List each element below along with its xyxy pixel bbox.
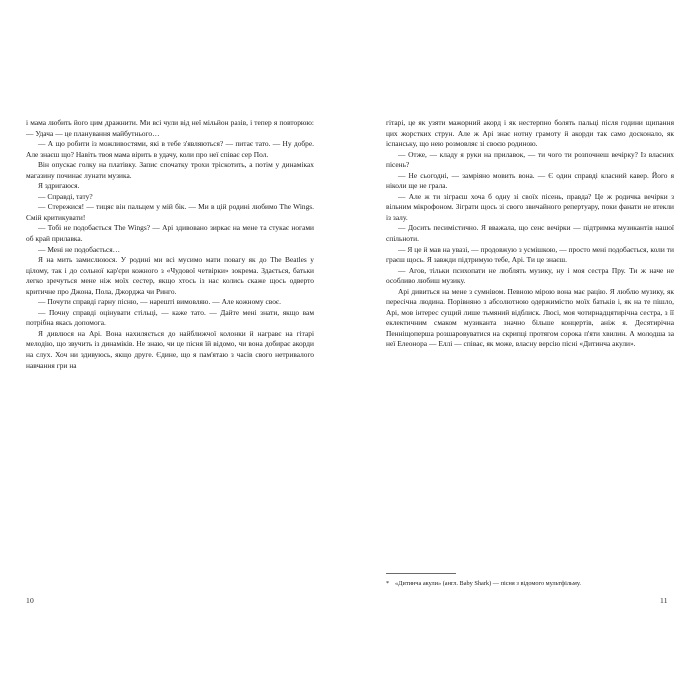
footnote-rule: [386, 573, 456, 574]
page-right: [386, 118, 674, 588]
paragraph: — Почути справді гарну пісню, — нарешті вимовляю. — Але кожному своє.: [38, 297, 281, 307]
paragraph: гітарі, це як узяти мажорний акорд і як нестерпно болять пальці після години щипання цих жорстких струн. Але ж Арі знає нотну грамоту й акорди так само досконало, як іспанську, що нею розмовляє зі своєю родиною.: [386, 118, 674, 149]
paragraph: — Агов, тільки психопати не люблять музику, ну і моя сестра Пру. Ти ж наче не особливо любиш музику.: [386, 265, 674, 286]
paragraph: — Але ж ти зіграєш хоча б одну зі своїх пісень, правда? Це ж родичка вечірки з вільним мікрофоном. Зіграти щось зі свого звичайного репертуару, поки фанати не втекли із залу.: [386, 191, 674, 222]
paragraph: Арі дивиться на мене з сумнівом. Певною мірою вона має рацію. Я люблю музику, як пересічна людина. Порівняно з абсолютною одержимістю моїх батьків і, як на те пішло, Арі, мов інтерес сущий лише тьмяний відблиск. Люсі, моя чотирнадцятирічна сестра, з її еклектичним смаком музиканта значно більше концертів, аніж я. Десятирічна Пенніщоперша розшаровуватися на скрипці протягом сорока п'яти хвилин. А молодша за неї Елеонора — Еллі — співає, як може, власну версію пісні «Дитинча акули».: [386, 286, 674, 349]
footnote-marker: *: [386, 580, 390, 587]
footnote-text: «Дитинча акули» (англ. Baby Shark) — пісня з відомого мультфільму.: [395, 580, 581, 587]
footnote-area: [386, 573, 674, 588]
paragraph: — Почну справді оцінувати стільці, — каже тато. — Дайте мені знати, якщо вам потрібна якась допомога.: [26, 307, 314, 328]
paragraph: — Я це й мав на увазі, — продовжую з усмішкою, — просто мені подобається, коли ти граєш щось. Я завжди підтримую тебе, Арі. Ти це знаєш.: [386, 244, 674, 265]
paragraph: — Мені не подобається…: [38, 244, 121, 254]
page-number-left: 10: [26, 596, 34, 605]
paragraph: Він опускає голку на платівку. Запис спочатку трохи тріскотить, а потім у динаміках магазину починає лунати музика.: [26, 160, 314, 180]
paragraph: — А що робити із можливостями, які в тебе з'являються? — питає тато. — Ну добре. Але знаєш що? Навіть твоя мама вірить в удачу, коли про неї співає сер Пол.: [26, 139, 314, 159]
paragraph: — Отже, — кладу я руки на прилавок, — ти чого ти розпочнеш вечірку? Із власних пісень?: [386, 149, 674, 170]
paragraph: Я здригаюся.: [38, 181, 80, 191]
page-number-right: 11: [660, 596, 668, 605]
paragraph: і мама любить його цим дражнити. Ми всі чули від неї мільйон разів, і тепер я повторюю: — Удача — це планування майбутнього…: [26, 118, 314, 138]
page-right-text-column: [386, 118, 674, 350]
paragraph: Я на мить замислююся. У родині ми всі мусимо мати повагу як до The Beatles у цілому, так і до сольної кар'єри кожного з «Чудової четвірки» зокрема. Здається, батьки легко зречуться мене ніж моїх сестер, якщо хтось із нас колись скаже щось одверто критичне про Джона, Пола, Джорджа чи Ринго.: [26, 255, 314, 296]
footnote: [386, 579, 674, 588]
paragraph: — Тобі не подобається The Wings? — Арі здивовано зиркає на мене та стукає ногами об край прилавка.: [26, 223, 314, 244]
page-left: [26, 118, 314, 588]
paragraph: Я дивлюся на Арі. Вона нахиляється до найближчої колонки й награвє на гітарі мелодію, що звучить із динаміків. Не знаю, чи це пісня їй відомо, чи вона добирає акорди на слух. Хоч ни здивуюсь, якщо друге. Єдине, що я пам'ятаю з часів свого нетривалого навчання гри на: [26, 328, 314, 370]
paragraph: — Справді, тату?: [38, 191, 93, 201]
paragraph: — Досить песимістично. Я вважала, що сенс вечірки — підтримка музикантів нашої спільноти.: [386, 223, 674, 244]
paragraph: — Не сьогодні, — замріяно мовить вона. — Є один справді класний кавер. Його я ніколи ще не грала.: [386, 170, 674, 191]
page-left-text-column: [26, 118, 314, 371]
paragraph: — Стережися! — тицяє він пальцем у мій бік. — Ми в цій родині любимо The Wings. Смій критикувати!: [26, 202, 314, 222]
